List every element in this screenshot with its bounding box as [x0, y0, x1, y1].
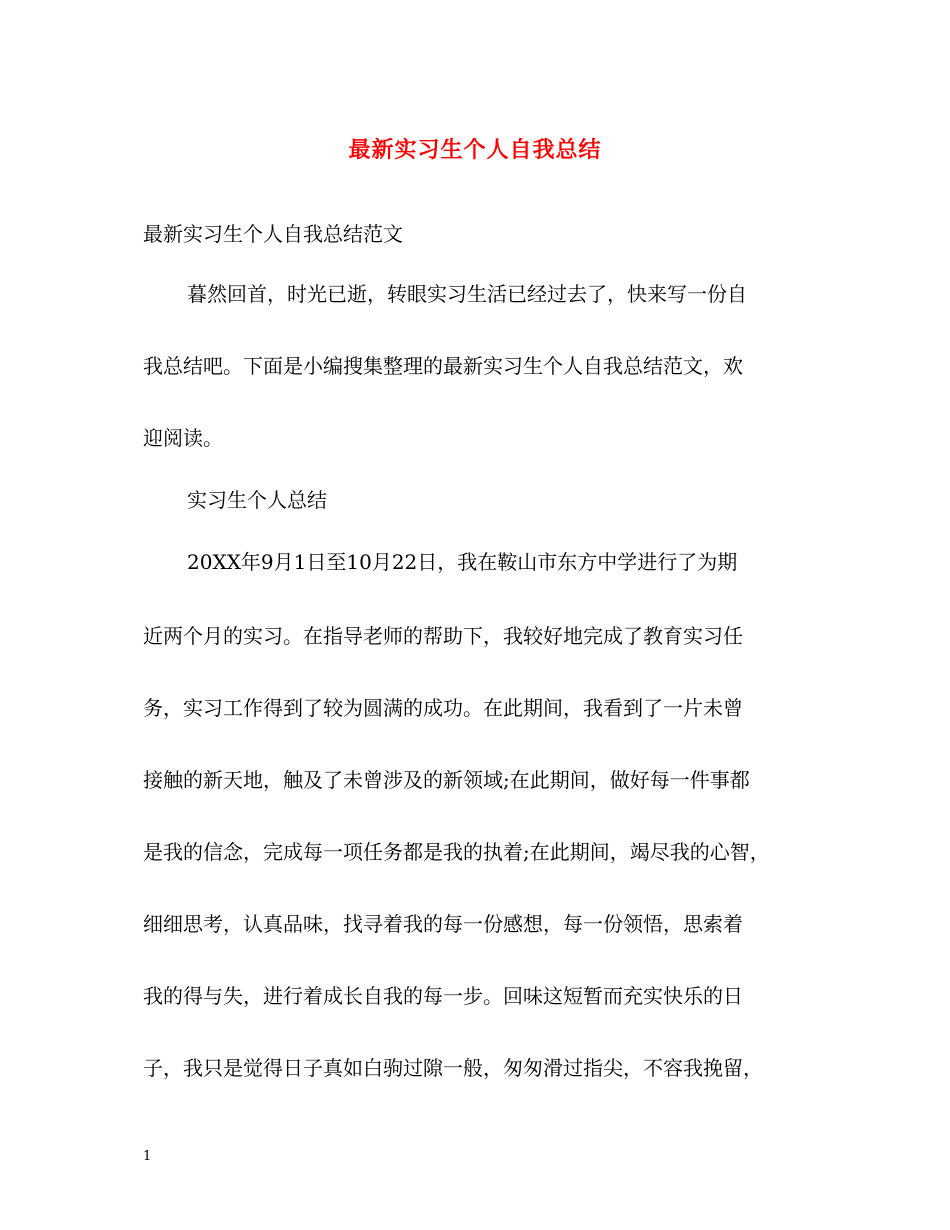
document-title: 最新实习生个人自我总结	[348, 137, 602, 163]
body-line-5: 是我的信念，完成每一项任务都是我的执着;在此期间，竭尽我的心智，	[143, 840, 770, 864]
body-line-1: 20XX年9月1日至10月22日，我在鞍山市东方中学进行了为期	[187, 550, 738, 574]
body-line-4: 接触的新天地，触及了未曾涉及的新领域;在此期间，做好每一件事都	[143, 768, 750, 792]
body-line-2: 近两个月的实习。在指导老师的帮助下，我较好地完成了教育实习任	[143, 624, 743, 648]
intro-line-2: 我总结吧。下面是小编搜集整理的最新实习生个人自我总结范文，欢	[143, 354, 743, 378]
body-line-3: 务，实习工作得到了较为圆满的成功。在此期间，我看到了一片未曾	[143, 696, 743, 720]
body-line-6: 细细思考，认真品味，找寻着我的每一份感想，每一份领悟，思索着	[143, 912, 743, 936]
body-line-7: 我的得与失，进行着成长自我的每一步。回味这短暂而充实快乐的日	[143, 984, 743, 1008]
body-line-8: 子，我只是觉得日子真如白驹过隙一般，匆匆滑过指尖，不容我挽留，	[143, 1056, 763, 1080]
page-number: 1	[143, 1149, 152, 1164]
document-subtitle: 最新实习生个人自我总结范文	[143, 222, 403, 246]
intro-line-3: 迎阅读。	[143, 426, 223, 450]
section-heading: 实习生个人总结	[187, 488, 327, 512]
intro-line-1: 暮然回首，时光已逝，转眼实习生活已经过去了，快来写一份自	[187, 282, 747, 306]
